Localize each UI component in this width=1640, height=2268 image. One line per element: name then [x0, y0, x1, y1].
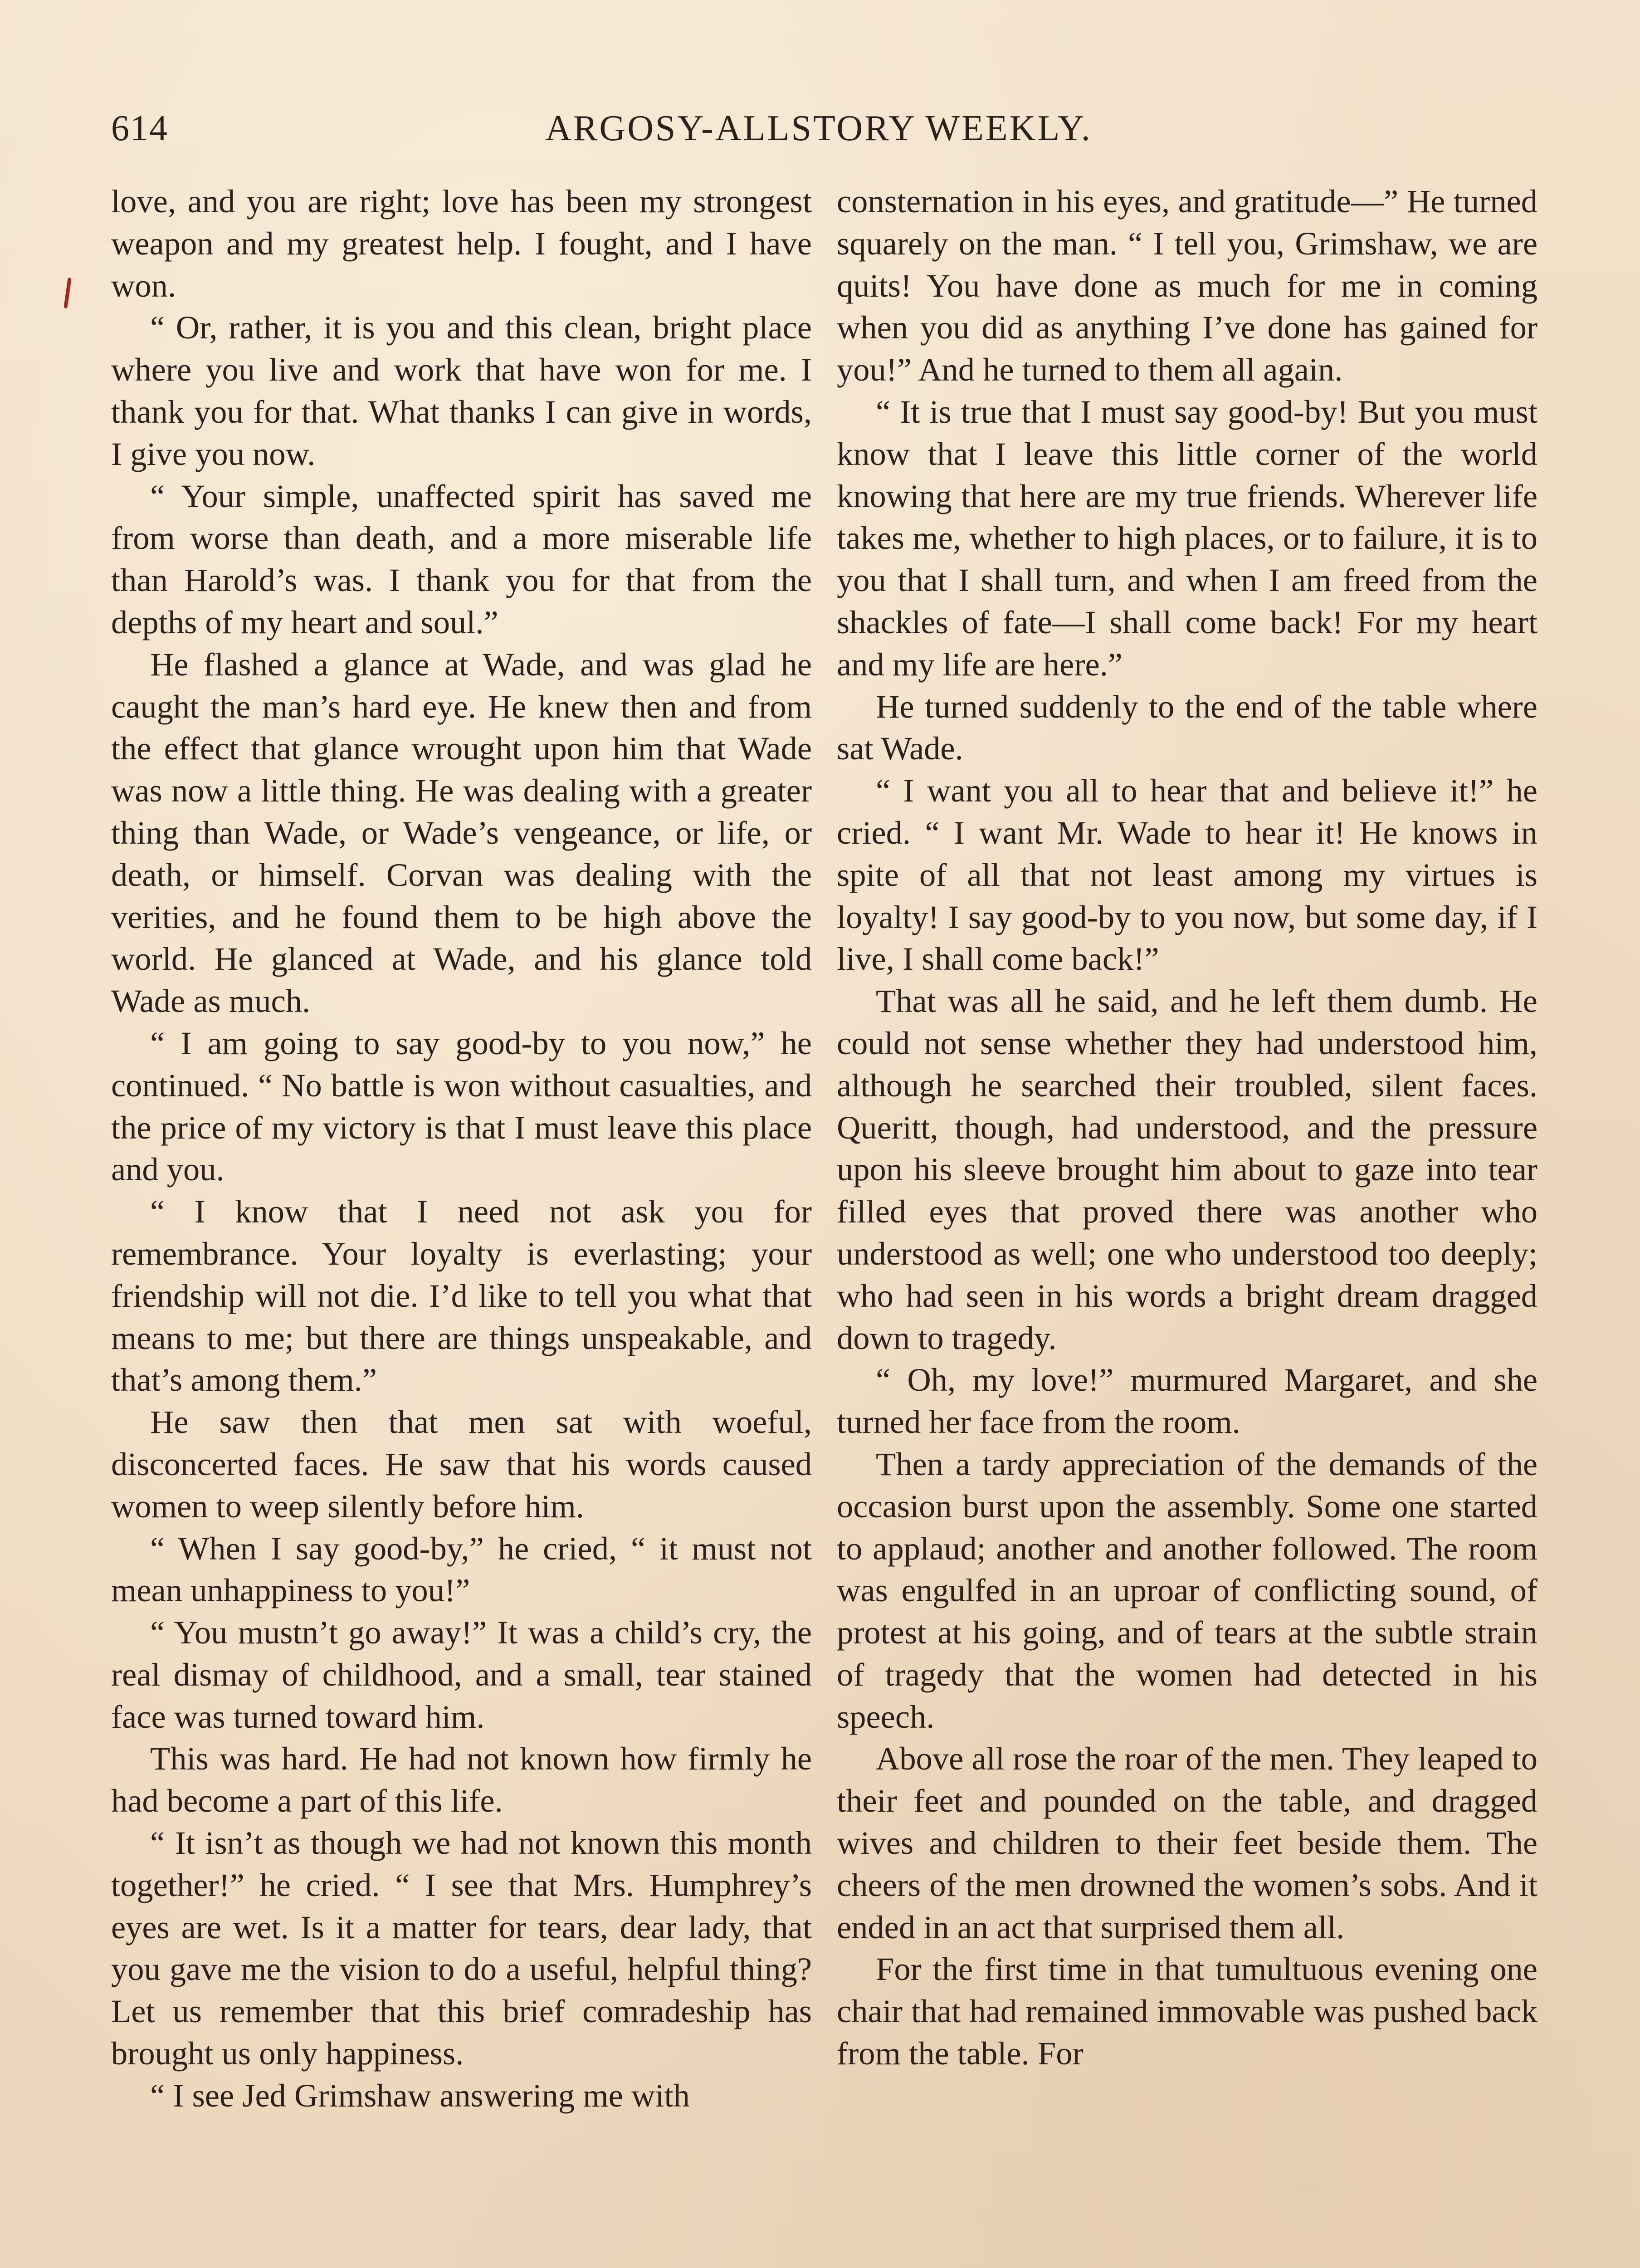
paragraph: “ Or, rather, it is you and this clean, bright place where you live and work that have won for me. I thank you for that. What thanks I can give in words, I give you now. [111, 309, 812, 472]
paragraph: He flashed a glance at Wade, and was glad he caught the man’s hard eye. He knew then and from the effect that glance wrought upon him that Wade was now a little thing. He was dealing with a greater thing than Wade, or Wade’s vengeance, or life, or death, or himself. Corvan was dealing with the verities, and he found them to be high above the world. He glanced at Wade, and his glance told Wade as much. [111, 645, 812, 1020]
paragraph: “ It isn’t as though we had not known this month together!” he cried. “ I see that Mrs. Humphrey’s eyes are wet. Is it a matter for tears, dear lady, that you gave me the vision to do a useful, helpful thing? Let us remember that this brief comradeship has brought us only happiness. [111, 1824, 812, 2072]
right-column [837, 181, 1538, 2075]
paragraph: “ Your simple, unaffected spirit has saved me from worse than death, and a more miserable life than Harold’s was. I thank you for that from the depths of my heart and soul.” [111, 477, 812, 640]
paragraph: “ It is true that I must say good-by! But you must know that I leave this little corner of the world knowing that here are my true friends. Wherever life takes me, whether to high places, or to failure, it is to you that I shall turn, and when I am freed from the shackles of fate—I shall come back! For my heart and my life are here.” [837, 393, 1538, 683]
paragraph: “ I know that I need not ask you for remembrance. Your loyalty is everlasting; your friendship will not die. I’d like to tell you what that means to me; but there are things unspeakable, and that’s among them.” [111, 1193, 812, 1398]
margin-pencil-mark [63, 278, 71, 308]
paragraph: “ I see Jed Grimshaw answering me with [150, 2077, 690, 2114]
paragraph: love, and you are right; love has been my strongest weapon and my greatest help. I fought, and I have won. [111, 183, 812, 304]
paragraph: “ Oh, my love!” murmured Margaret, and she turned her face from the room. [837, 1361, 1538, 1441]
paragraph: Then a tardy appreciation of the demands of the occasion burst upon the assembly. Some one started to applaud; another and another followed. The room was engulfed in an uproar of conflicting sound, of protest at his going, and of tears at the subtle strain of tragedy that the women had detected in his speech. [837, 1445, 1538, 1735]
paragraph: consternation in his eyes, and gratitude—” He turned squarely on the man. “ I tell you, Grimshaw, we are quits! You have done as much for me in coming when you did as anything I’ve done has gained for you!” And he turned to them all again. [837, 183, 1538, 388]
paragraph: He turned suddenly to the end of the table where sat Wade. [837, 688, 1538, 767]
paragraph: This was hard. He had not known how firmly he had become a part of this life. [111, 1740, 812, 1819]
paragraph: For the first time in that tumultuous evening one chair that had remained immovable was pushed back from the table. For [837, 1950, 1538, 2072]
paragraph: Above all rose the roar of the men. They leaped to their feet and pounded on the table, and dragged wives and children to their feet beside them. The cheers of the men drowned the women’s sobs. And it ended in an act that surprised them all. [837, 1740, 1538, 1945]
running-head: ARGOSY-ALLSTORY WEEKLY. [545, 108, 1092, 148]
page-header [111, 103, 1526, 153]
paragraph: He saw then that men sat with woeful, disconcerted faces. He saw that his words caused women to weep silently before him. [111, 1403, 812, 1525]
left-column [111, 181, 812, 2117]
paragraph: “ I want you all to hear that and believe it!” he cried. “ I want Mr. Wade to hear it! He knows in spite of all that not least among my virtues is loyalty! I say good-by to you now, but some day, if I live, I shall come back!” [837, 772, 1538, 978]
paragraph: “ When I say good-by,” he cried, “ it must not mean unhappiness to you!” [111, 1530, 812, 1609]
paragraph: That was all he said, and he left them dumb. He could not sense whether they had understood him, although he searched their troubled, silent faces. Queritt, though, had understood, and the pressure upon his sleeve brought him about to gaze into tear filled eyes that proved there was another who understood as well; one who understood too deeply; who had seen in his words a bright dream dragged down to tragedy. [837, 982, 1538, 1356]
page-number: 614 [111, 108, 168, 148]
paragraph: “ I am going to say good-by to you now,” he continued. “ No battle is won without casualties, and the price of my victory is that I must leave this place and you. [111, 1024, 812, 1188]
paragraph: “ You mustn’t go away!” It was a child’s cry, the real dismay of childhood, and a small, tear stained face was turned toward him. [111, 1614, 812, 1735]
